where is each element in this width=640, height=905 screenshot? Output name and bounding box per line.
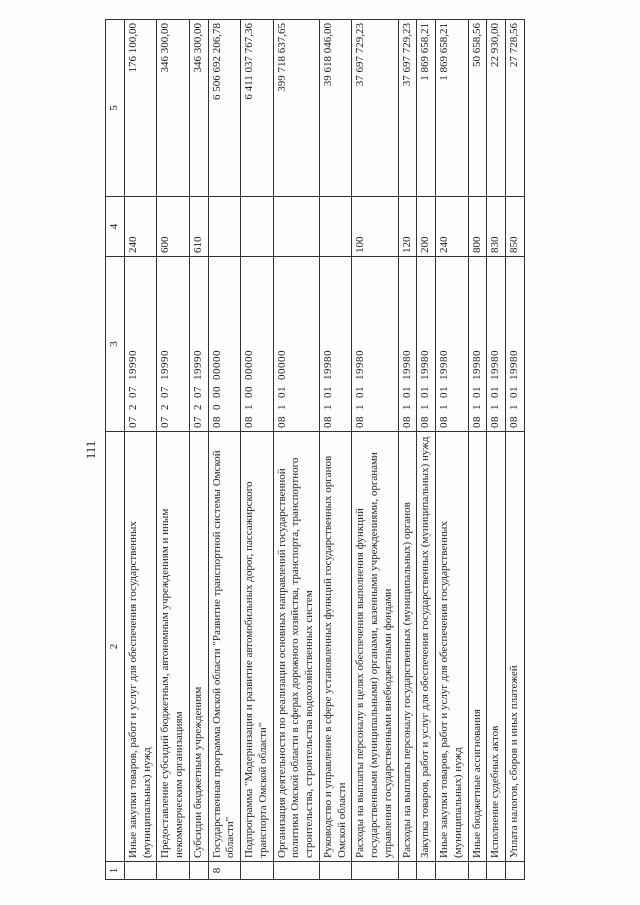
code-part: 01 (489, 386, 502, 398)
code-part: 08 (321, 416, 334, 428)
table-row (319, 20, 352, 880)
code-part: 1 (438, 404, 450, 410)
code-part: 00 (243, 386, 255, 398)
row-name: Субсидии бюджетным учреждениям (189, 432, 208, 862)
code-part: 1 (321, 404, 334, 410)
code-part: 1 (275, 404, 288, 410)
table-row (436, 20, 469, 880)
row-name: Государственная программа Омской области "Развитие транспортной системы Омской области" (208, 432, 241, 862)
row-amount: 27 728,56 (506, 20, 525, 197)
row-kind: 200 (417, 197, 436, 257)
row-code (208, 257, 241, 432)
row-number (352, 862, 398, 880)
code-part: 1 (419, 404, 432, 410)
row-kind (273, 197, 319, 257)
code-part: 08 (243, 416, 255, 428)
row-amount: 1 869 658,21 (417, 20, 436, 197)
row-kind: 800 (468, 197, 487, 257)
row-code (417, 257, 436, 432)
row-number (506, 862, 525, 880)
row-amount: 346 300,00 (189, 20, 208, 197)
code-part: 08 (508, 416, 520, 428)
code-part: 08 (400, 416, 413, 428)
row-code (189, 257, 208, 432)
header-cell: 5 (106, 20, 125, 197)
table-body (124, 20, 524, 880)
table-row (398, 20, 417, 880)
code-part: 19990 (159, 350, 172, 380)
code-part: 1 (400, 404, 413, 410)
row-code (157, 257, 190, 432)
row-number (436, 862, 469, 880)
code-part: 07 (126, 416, 139, 428)
row-amount: 6 411 037 767,36 (241, 20, 274, 197)
row-name: Иные бюджетные ассигнования (468, 432, 487, 862)
code-part: 07 (191, 416, 204, 428)
row-amount: 346 300,00 (157, 20, 190, 197)
code-part: 1 (470, 404, 483, 410)
table-row (352, 20, 398, 880)
row-kind: 120 (398, 197, 417, 257)
code-part: 19990 (126, 350, 139, 380)
table-row (208, 20, 241, 880)
table-row (241, 20, 274, 880)
code-part: 1 (354, 404, 367, 410)
code-part: 00000 (275, 350, 288, 380)
row-amount: 1 869 658,21 (436, 20, 469, 197)
code-part: 07 (159, 386, 172, 398)
row-kind: 100 (352, 197, 398, 257)
row-kind (319, 197, 352, 257)
code-part: 2 (126, 404, 139, 410)
code-part: 19980 (354, 350, 367, 380)
row-code (319, 257, 352, 432)
row-number (398, 862, 417, 880)
table-row (468, 20, 487, 880)
code-part: 01 (470, 386, 483, 398)
header-cell: 3 (106, 257, 125, 432)
code-part: 1 (508, 404, 520, 410)
row-name: Подпрограмма "Модернизация и развитие автомобильных дорог, пассажирского транспорта Омской области" (241, 432, 274, 862)
row-kind: 240 (436, 197, 469, 257)
row-number (487, 862, 506, 880)
code-part: 2 (191, 404, 204, 410)
row-number (189, 862, 208, 880)
code-part: 00 (210, 386, 223, 398)
code-part: 08 (419, 416, 432, 428)
page-number: 111 (83, 440, 98, 460)
row-kind (208, 197, 241, 257)
code-part: 19990 (191, 350, 204, 380)
row-number (157, 862, 190, 880)
row-code (124, 257, 157, 432)
code-part: 07 (191, 386, 204, 398)
row-name: Иные закупки товаров, работ и услуг для обеспечения государственных (муниципальных) нужд (124, 432, 157, 862)
row-number (124, 862, 157, 880)
row-name: Расходы на выплаты персоналу в целях обеспечения выполнения функций государственными (муниципальными) органами, казенными учреждениями, органами управления государственными внебюджетными фондами (352, 432, 398, 862)
code-part: 01 (438, 386, 450, 398)
table-row (487, 20, 506, 880)
code-part: 01 (400, 386, 413, 398)
code-part: 08 (210, 416, 223, 428)
code-part: 1 (243, 404, 255, 410)
row-kind (241, 197, 274, 257)
code-part: 01 (275, 386, 288, 398)
row-kind: 610 (189, 197, 208, 257)
code-part: 19980 (400, 350, 413, 380)
row-kind: 850 (506, 197, 525, 257)
row-number (468, 862, 487, 880)
header-cell: 2 (106, 432, 125, 862)
header-cell: 1 (106, 862, 125, 880)
row-code (468, 257, 487, 432)
code-part: 08 (275, 416, 288, 428)
row-code (352, 257, 398, 432)
code-part: 00000 (210, 350, 223, 380)
table-row (157, 20, 190, 880)
table-row (273, 20, 319, 880)
row-code (487, 257, 506, 432)
row-code (506, 257, 525, 432)
row-number (319, 862, 352, 880)
table-row (506, 20, 525, 880)
code-part: 19980 (321, 350, 334, 380)
table-row (417, 20, 436, 880)
code-part: 19980 (470, 350, 483, 380)
code-part: 07 (159, 416, 172, 428)
table-row (124, 20, 157, 880)
row-amount: 37 697 729,23 (398, 20, 417, 197)
code-part: 08 (470, 416, 483, 428)
row-amount: 37 697 729,23 (352, 20, 398, 197)
code-part: 0 (210, 404, 223, 410)
row-name: Предоставление субсидий бюджетным, автономным учреждениям и иным некоммерческим организациям (157, 432, 190, 862)
row-number (273, 862, 319, 880)
code-part: 01 (321, 386, 334, 398)
code-part: 01 (508, 386, 520, 398)
code-part: 01 (419, 386, 432, 398)
row-name: Руководство и управление в сфере установленных функций государственных органов Омской области (319, 432, 352, 862)
row-number (241, 862, 274, 880)
header-cell: 4 (106, 197, 125, 257)
row-amount: 39 618 046,00 (319, 20, 352, 197)
row-amount: 50 658,56 (468, 20, 487, 197)
row-code (436, 257, 469, 432)
row-amount: 399 718 637,65 (273, 20, 319, 197)
row-name: Исполнение судебных актов (487, 432, 506, 862)
row-number (417, 862, 436, 880)
row-name: Закупка товаров, работ и услуг для обеспечения государственных (муниципальных) нужд (417, 432, 436, 862)
rotated-content (75, 20, 605, 880)
row-code (241, 257, 274, 432)
budget-table (105, 19, 525, 880)
row-name: Иные закупки товаров, работ и услуг для обеспечения государственных (муниципальных) нужд (436, 432, 469, 862)
row-amount: 6 506 692 206,78 (208, 20, 241, 197)
table-row (189, 20, 208, 880)
code-part: 01 (354, 386, 367, 398)
row-kind: 240 (124, 197, 157, 257)
row-code (398, 257, 417, 432)
code-part: 00000 (243, 350, 255, 380)
row-name: Уплата налогов, сборов и иных платежей (506, 432, 525, 862)
row-code (273, 257, 319, 432)
code-part: 19980 (489, 350, 502, 380)
code-part: 08 (438, 416, 450, 428)
code-part: 2 (159, 404, 172, 410)
row-number: 8 (208, 862, 241, 880)
code-part: 08 (354, 416, 367, 428)
row-name: Расходы на выплаты персоналу государственных (муниципальных) органов (398, 432, 417, 862)
row-amount: 22 930,00 (487, 20, 506, 197)
row-name: Организация деятельности по реализации основных направлений государственной политики Омской области в сферах дорожного хозяйства, транспорта, транспортного строительства, строительства водохозяйственных систем (273, 432, 319, 862)
code-part: 08 (489, 416, 502, 428)
code-part: 19980 (508, 350, 520, 380)
header-row (106, 20, 125, 880)
code-part: 19980 (419, 350, 432, 380)
code-part: 07 (126, 386, 139, 398)
code-part: 1 (489, 404, 502, 410)
row-amount: 176 100,00 (124, 20, 157, 197)
code-part: 19980 (438, 350, 450, 380)
row-kind: 830 (487, 197, 506, 257)
row-kind: 600 (157, 197, 190, 257)
